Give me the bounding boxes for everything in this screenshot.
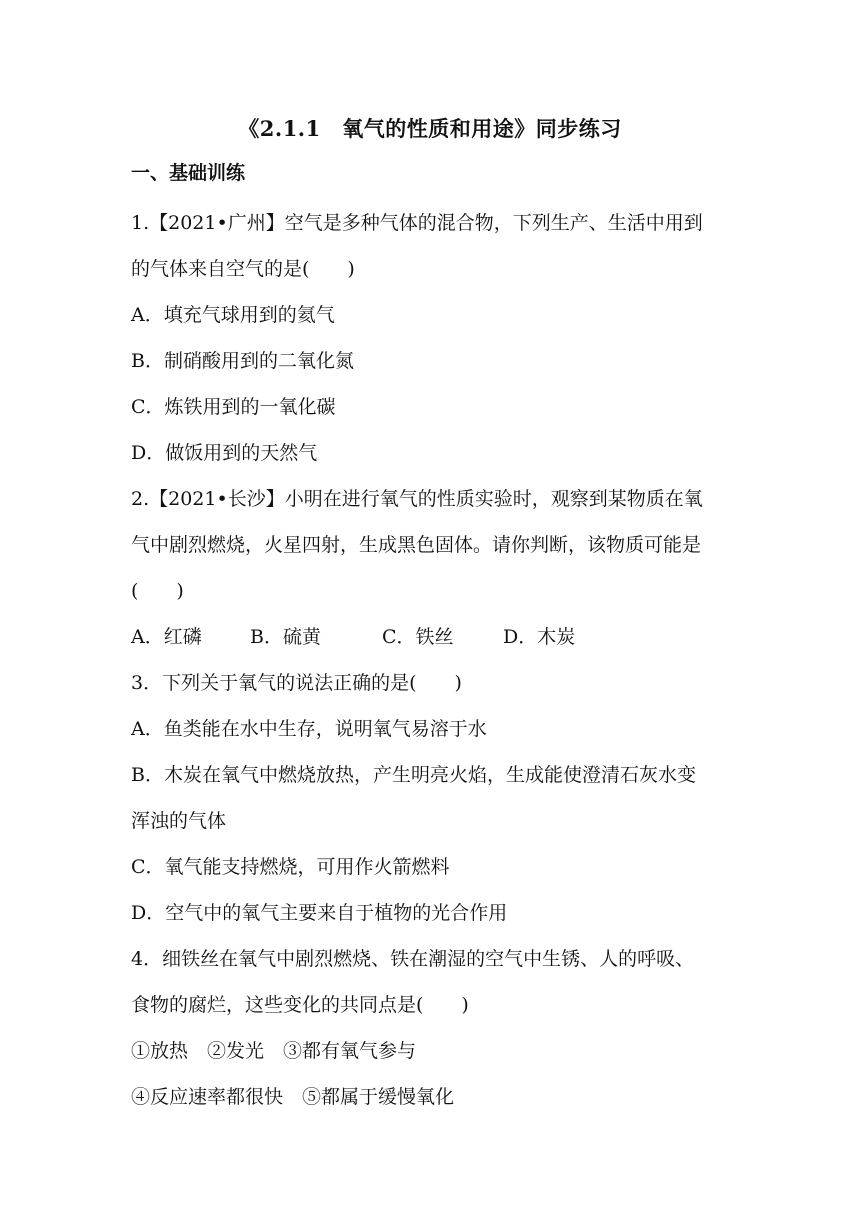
page-title: 《2.1.1 氧气的性质和用途》同步练习 [238,116,622,141]
question-2-option-d: D．木炭 [503,626,576,648]
question-1-line-2: 的气体来自空气的是( ) [131,258,355,280]
question-1-option-d: D．做饭用到的天然气 [131,442,318,464]
question-list [131,200,735,1120]
question-2-option-c: C．铁丝 [382,626,454,648]
question-4-line-1: 4．细铁丝在氧气中剧烈燃烧、铁在潮湿的空气中生锈、人的呼吸、 [131,948,695,970]
question-4-line-2: 食物的腐烂，这些变化的共同点是( ) [131,994,469,1016]
question-4-items-2: ④反应速率都很快 ⑤都属于缓慢氧化 [131,1086,455,1108]
question-3-option-b-line-2: 浑浊的气体 [131,810,227,832]
question-3-option-d: D．空气中的氧气主要来自于植物的光合作用 [131,902,508,924]
question-3-option-a: A．鱼类能在水中生存，说明氧气易溶于水 [131,718,487,740]
question-2-line-2: 气中剧烈燃烧，火星四射，生成黑色固体。请你判断，该物质可能是 [131,534,702,556]
question-2-options [131,614,735,660]
question-1-line-1: 1.【2021•广州】空气是多种气体的混合物，下列生产、生活中用到 [131,212,703,234]
question-4-items-1: ①放热 ②发光 ③都有氧气参与 [131,1040,417,1062]
question-3-line-1: 3．下列关于氧气的说法正确的是( ) [131,672,462,694]
question-1-option-a: A．填充气球用到的氦气 [131,304,335,326]
question-2-line-3: ( ) [131,580,184,602]
question-2-option-b: B．硫黄 [250,626,321,648]
question-3-option-b-line-1: B．木炭在氧气中燃烧放热，产生明亮火焰，生成能使澄清石灰水变 [131,764,696,786]
question-3-option-c: C．氧气能支持燃烧，可用作火箭燃料 [131,856,450,878]
question-2-option-a: A．红磷 [131,626,202,648]
question-1-option-b: B．制硝酸用到的二氧化氮 [131,350,354,372]
question-1-option-c: C．炼铁用到的一氧化碳 [131,396,336,418]
section-heading: 一、基础训练 [131,162,246,184]
question-2-line-1: 2.【2021•长沙】小明在进行氧气的性质实验时，观察到某物质在氧 [131,488,703,510]
